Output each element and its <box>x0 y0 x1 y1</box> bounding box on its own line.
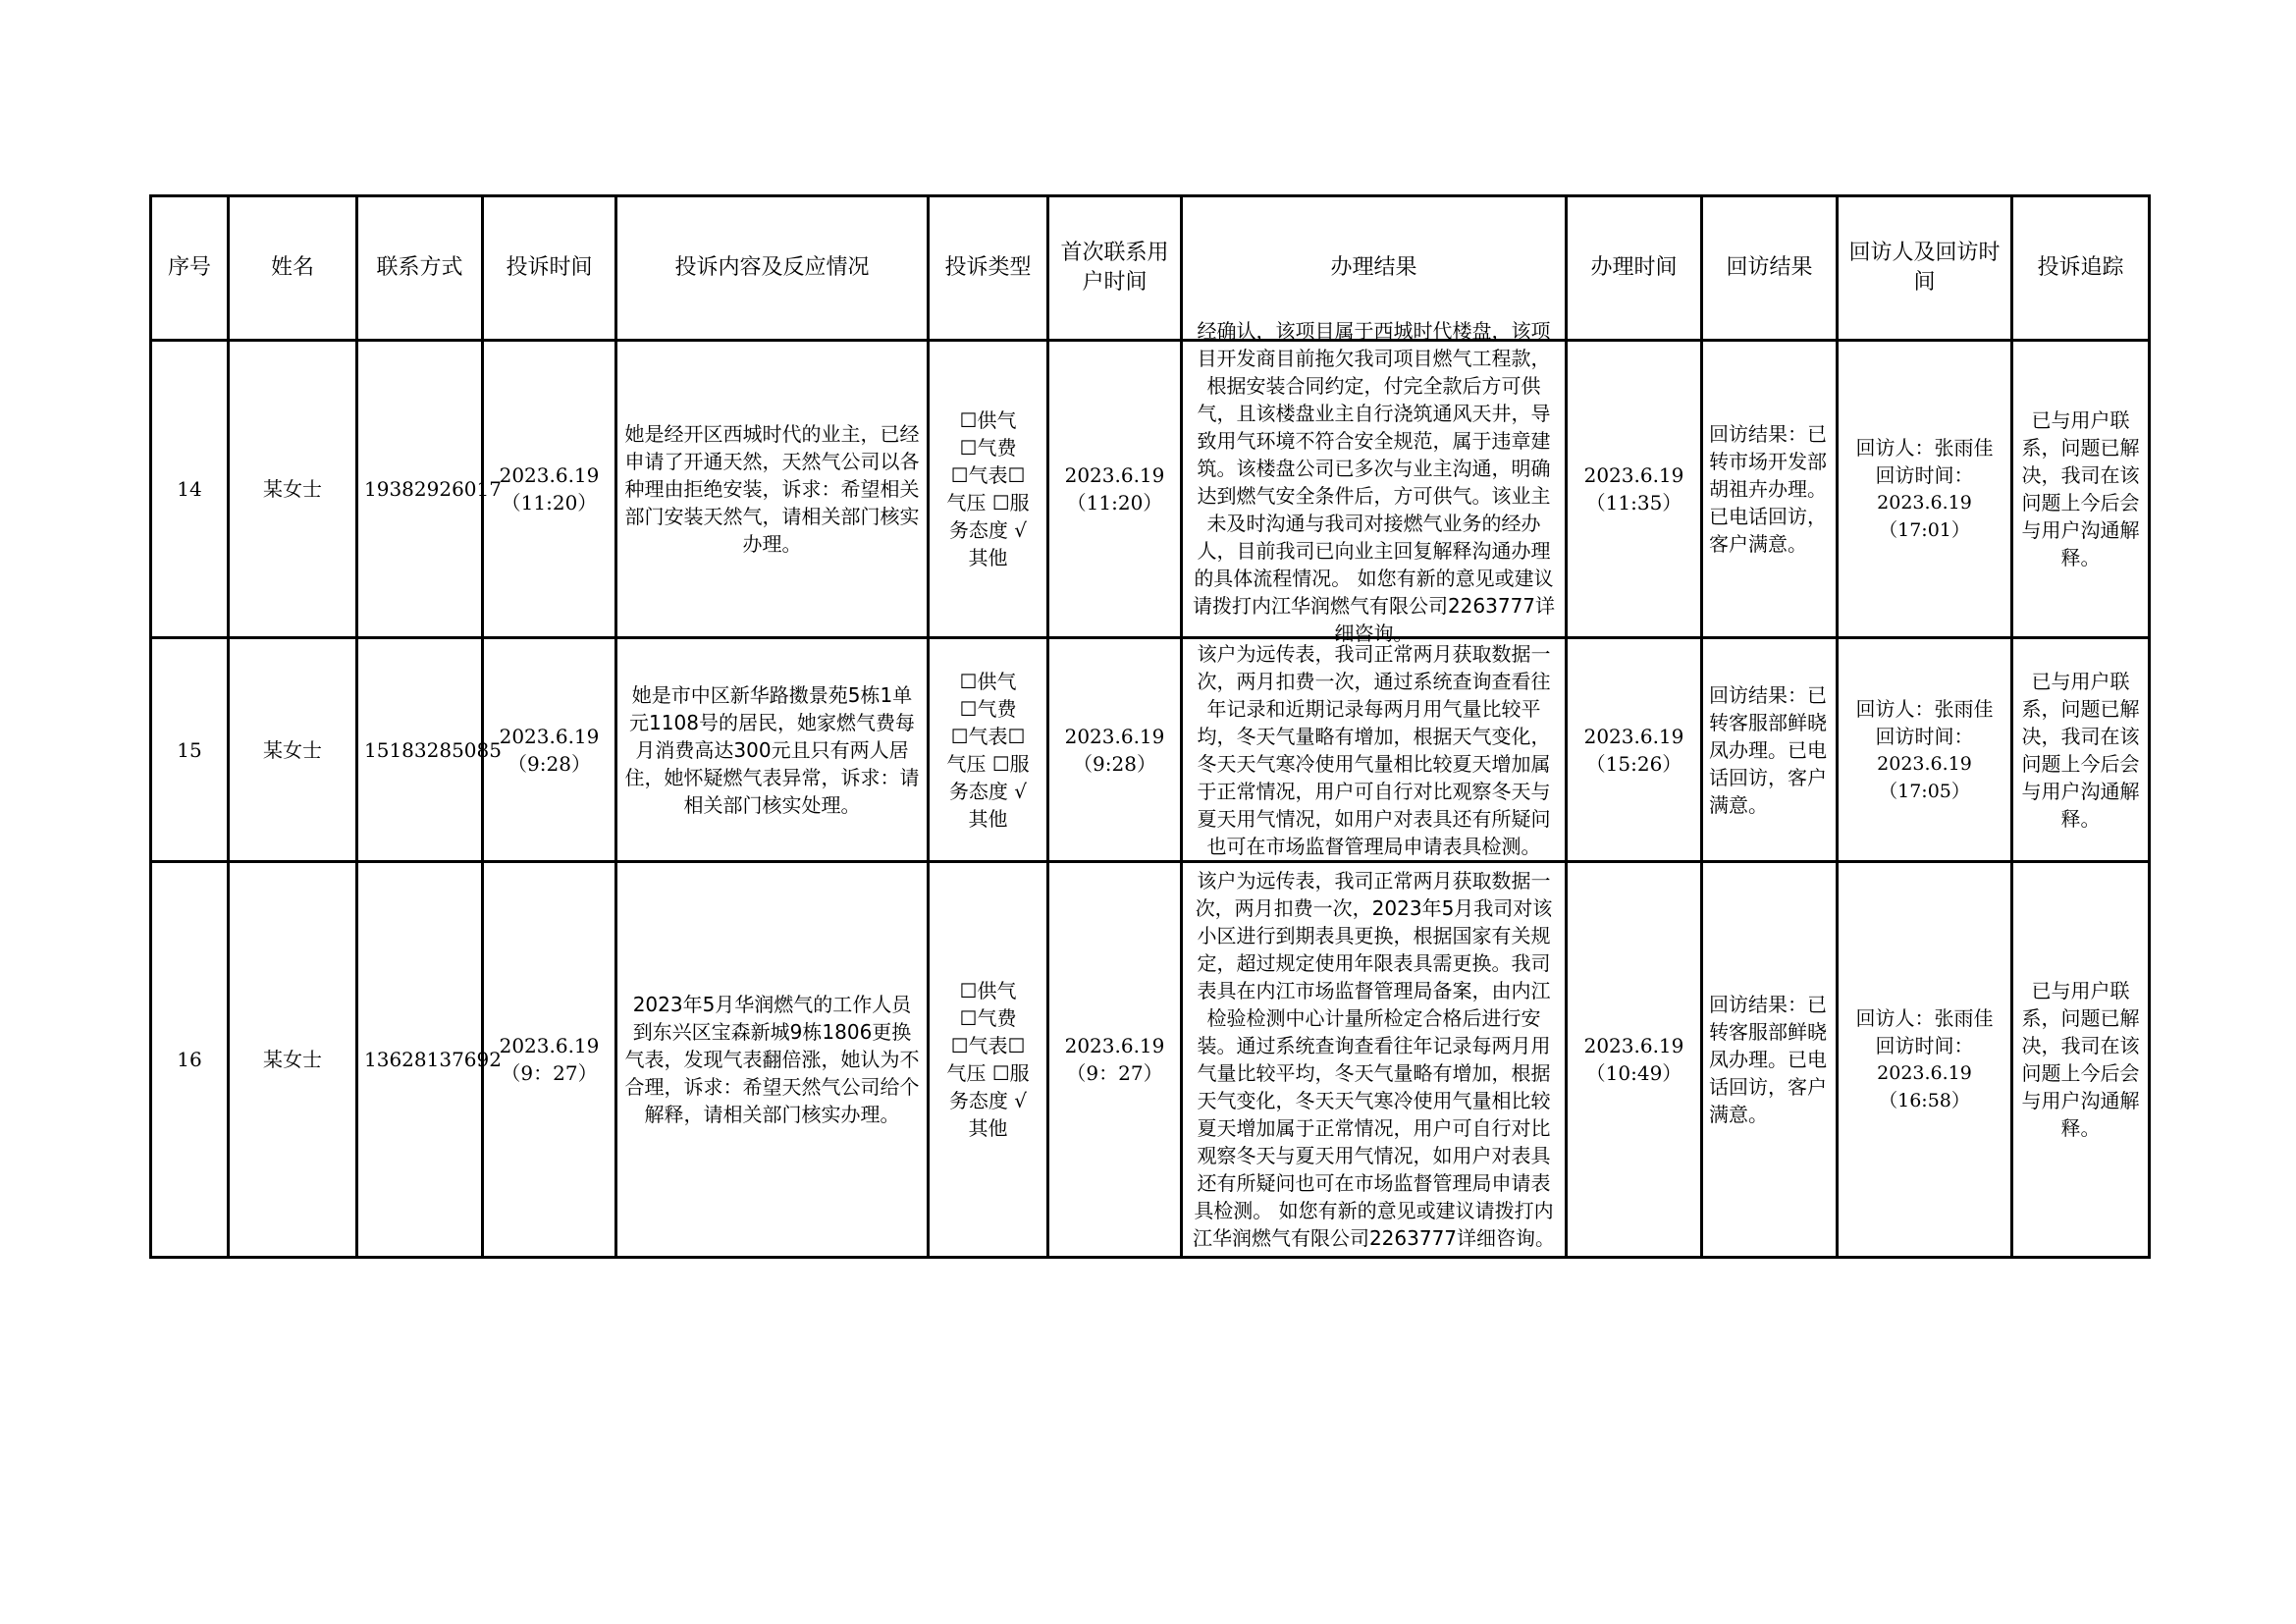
complaint-table <box>149 194 2151 1259</box>
complaint-clock: （9:28） <box>507 751 591 776</box>
type-gas-supply: ☐供气 <box>959 669 1017 693</box>
row-revisitor <box>1838 638 2012 862</box>
row-contact: 15183285085 <box>357 638 483 862</box>
type-attitude: 务态度 √ <box>948 1089 1028 1112</box>
type-gas-meter: ☐气表☐ <box>950 1034 1026 1057</box>
revisit-clock: （17:05） <box>1879 780 1970 802</box>
row-handle-time <box>1567 341 1702 638</box>
row-name: 某女士 <box>229 862 357 1258</box>
row-result <box>1182 319 1567 645</box>
row-contact: 19382926017 <box>357 341 483 638</box>
table-row <box>151 341 2150 638</box>
table-row <box>151 862 2150 1258</box>
header-seq: 序号 <box>151 196 229 341</box>
type-gas-fee: ☐气费 <box>959 1006 1017 1030</box>
type-attitude: 务态度 √ <box>948 779 1028 803</box>
row-tracking: 已与用户联系，问题已解决，我司在该问题上今后会与用户沟通解释。 <box>2012 862 2150 1258</box>
type-gas-fee: ☐气费 <box>959 436 1017 460</box>
revisit-clock: （17:01） <box>1879 519 1970 541</box>
row-type <box>929 341 1048 638</box>
handle-clock: （10:49） <box>1585 1061 1682 1085</box>
handle-clock: （15:26） <box>1585 751 1682 776</box>
revisit-date: 2023.6.19 <box>1877 752 1972 775</box>
row-first-contact <box>1048 862 1182 1258</box>
header-name: 姓名 <box>229 196 357 341</box>
header-type: 投诉类型 <box>929 196 1048 341</box>
complaint-clock: （9：27） <box>501 1061 598 1085</box>
row-result: 该户为远传表，我司正常两月获取数据一次，两月扣费一次，通过系统查询查看往年记录和近期记录每两月用气量比较平均，冬天气量略有增加，根据天气变化，冬天天气寒冷使用气量相比较夏天增加属于正常情况，用户可自行对比观察冬天与夏天用气情况，如用户对表具还有所疑问也可在市场监督管理局申请表具检测。 <box>1182 638 1567 862</box>
revisit-time-label: 回访时间： <box>1875 724 1974 748</box>
header-revisitor-line2: 间 <box>1913 270 1936 295</box>
revisit-time-label: 回访时间： <box>1875 1034 1974 1057</box>
type-gas-fee: ☐气费 <box>959 696 1017 721</box>
first-contact-clock: （9：27） <box>1066 1061 1163 1085</box>
header-handle-time: 办理时间 <box>1567 196 1702 341</box>
row-handle-time <box>1567 638 1702 862</box>
type-pressure-service: 气压 ☐服 <box>946 1061 1030 1085</box>
revisitor-name: 回访人：张雨佳 <box>1855 436 1994 460</box>
row-revisitor <box>1838 862 2012 1258</box>
row-type <box>929 638 1048 862</box>
result-text: 经确认，该项目属于西城时代楼盘，该项目开发商目前拖欠我司项目燃气工程款，根据安装合同约定，付完全款后方可供气，且该楼盘业主自行浇筑通风天井，导致用气环境不符合安全规范，属于违章建筑。该楼盘公司已多次与业主沟通，明确达到燃气安全条件后，方可供气。该业主未及时沟通与我司对接燃气业务的经办人，目前我司已向业主回复解释沟通办理的具体流程情况。 如您有新的意见或建议请拨打内江华润燃气有限公司2263777详细咨询。 <box>1192 319 1556 645</box>
row-type <box>929 862 1048 1258</box>
handle-date: 2023.6.19 <box>1583 724 1684 748</box>
type-pressure-service: 气压 ☐服 <box>946 751 1030 776</box>
revisit-date: 2023.6.19 <box>1877 1062 1972 1084</box>
row-contact: 13628137692 <box>357 862 483 1258</box>
complaint-date: 2023.6.19 <box>499 463 600 487</box>
row-tracking: 已与用户联系，问题已解决，我司在该问题上今后会与用户沟通解释。 <box>2012 341 2150 638</box>
header-first-contact-line1: 首次联系用 <box>1060 241 1169 265</box>
type-other: 其他 <box>968 546 1008 569</box>
header-tracking: 投诉追踪 <box>2012 196 2150 341</box>
revisitor-name: 回访人：张雨佳 <box>1855 696 1994 721</box>
header-first-contact-line2: 户时间 <box>1082 270 1148 295</box>
row-complaint-time <box>483 638 616 862</box>
row-content: 2023年5月华润燃气的工作人员到东兴区宝森新城9栋1806更换气表，发现气表翻倍涨，她认为不合理，诉求：希望天然气公司给个解释，请相关部门核实办理。 <box>616 862 929 1258</box>
revisitor-name: 回访人：张雨佳 <box>1855 1006 1994 1030</box>
header-revisitor <box>1838 196 2012 341</box>
row-revisit-result: 回访结果：已转市场开发部胡祖卉办理。已电话回访，客户满意。 <box>1702 341 1838 638</box>
row-name: 某女士 <box>229 638 357 862</box>
revisit-date: 2023.6.19 <box>1877 492 1972 514</box>
first-contact-clock: （9:28） <box>1073 751 1156 776</box>
row-revisit-result: 回访结果：已转客服部鲜晓凤办理。已电话回访，客户满意。 <box>1702 862 1838 1258</box>
complaint-date: 2023.6.19 <box>499 1034 600 1057</box>
row-complaint-time <box>483 341 616 638</box>
row-content: 她是经开区西城时代的业主，已经申请了开通天然，天然气公司以各种理由拒绝安装，诉求：希望相关部门安装天然气，请相关部门核实办理。 <box>616 341 929 638</box>
handle-date: 2023.6.19 <box>1583 463 1684 487</box>
header-revisit-result: 回访结果 <box>1702 196 1838 341</box>
row-handle-time <box>1567 862 1702 1258</box>
row-seq: 14 <box>151 341 229 638</box>
row-complaint-time <box>483 862 616 1258</box>
first-contact-date: 2023.6.19 <box>1064 1034 1165 1057</box>
header-first-contact <box>1048 196 1182 341</box>
revisit-time-label: 回访时间： <box>1875 463 1974 487</box>
header-row <box>151 196 2150 341</box>
revisit-clock: （16:58） <box>1879 1090 1970 1111</box>
row-revisit-result: 回访结果：已转客服部鲜晓凤办理。已电话回访，客户满意。 <box>1702 638 1838 862</box>
header-contact: 联系方式 <box>357 196 483 341</box>
type-gas-meter: ☐气表☐ <box>950 463 1026 487</box>
type-gas-meter: ☐气表☐ <box>950 724 1026 748</box>
row-revisitor <box>1838 341 2012 638</box>
type-attitude: 务态度 √ <box>948 518 1028 542</box>
first-contact-date: 2023.6.19 <box>1064 463 1165 487</box>
first-contact-clock: （11:20） <box>1066 491 1163 514</box>
header-result: 办理结果 <box>1182 196 1567 341</box>
complaint-date: 2023.6.19 <box>499 724 600 748</box>
row-content: 她是市中区新华路擞景苑5栋1单元1108号的居民，她家燃气费每月消费高达300元且只有两人居住，她怀疑燃气表异常，诉求：请相关部门核实处理。 <box>616 638 929 862</box>
handle-date: 2023.6.19 <box>1583 1034 1684 1057</box>
first-contact-date: 2023.6.19 <box>1064 724 1165 748</box>
row-first-contact <box>1048 638 1182 862</box>
row-result: 该户为远传表，我司正常两月获取数据一次，两月扣费一次，2023年5月我司对该小区进行到期表具更换，根据国家有关规定，超过规定使用年限表具需更换。我司表具在内江市场监督管理局备案，由内江检验检测中心计量所检定合格后进行安装。通过系统查询查看往年记录每两月用气量比较平均，冬天气量略有增加，根据天气变化，冬天天气寒冷使用气量相比较夏天增加属于正常情况，用户可自行对比观察冬天与夏天用气情况，如用户对表具还有所疑问也可在市场监督管理局申请表具检测。 如您有新的意见或建议请拨打内江华润燃气有限公司2263777详细咨询。 <box>1182 862 1567 1258</box>
row-tracking: 已与用户联系，问题已解决，我司在该问题上今后会与用户沟通解释。 <box>2012 638 2150 862</box>
row-seq: 16 <box>151 862 229 1258</box>
type-pressure-service: 气压 ☐服 <box>946 491 1030 514</box>
type-gas-supply: ☐供气 <box>959 979 1017 1002</box>
header-revisitor-line1: 回访人及回访时 <box>1848 241 2001 265</box>
table-row <box>151 638 2150 862</box>
type-other: 其他 <box>968 806 1008 831</box>
type-other: 其他 <box>968 1116 1008 1140</box>
row-seq: 15 <box>151 638 229 862</box>
type-gas-supply: ☐供气 <box>959 408 1017 432</box>
handle-clock: （11:35） <box>1585 491 1682 514</box>
header-content: 投诉内容及反应情况 <box>616 196 929 341</box>
row-first-contact <box>1048 341 1182 638</box>
header-complaint-time: 投诉时间 <box>483 196 616 341</box>
row-name: 某女士 <box>229 341 357 638</box>
complaint-clock: （11:20） <box>501 491 598 514</box>
